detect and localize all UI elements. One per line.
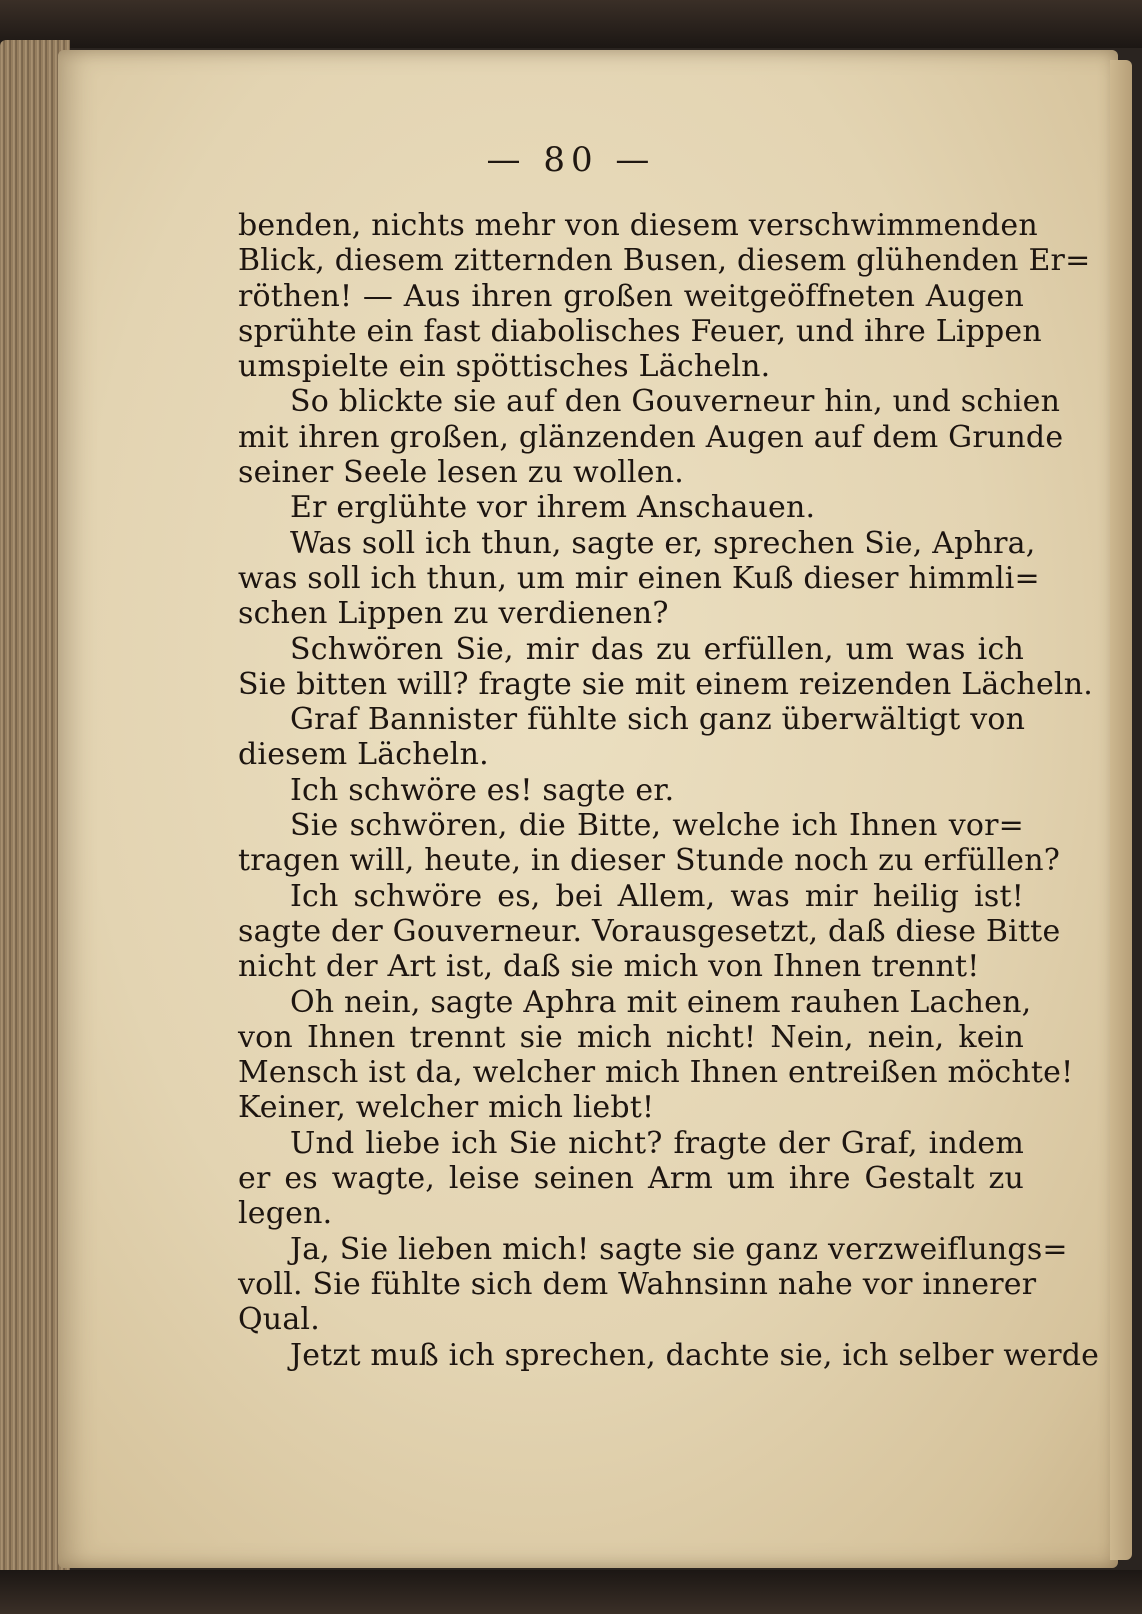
text-line: So blickte sie auf den Gouverneur hin, und schien	[290, 384, 1061, 420]
text-line: legen.	[238, 1196, 333, 1232]
page-number: — 80 —	[486, 140, 656, 180]
text-line: Keiner, welcher mich liebt!	[238, 1090, 655, 1126]
text-line: Er erglühte vor ihrem Anschauen.	[290, 490, 816, 526]
text-line: er es wagte, leise seinen Arm um ihre Gestalt zu	[238, 1161, 1024, 1197]
text-line: von Ihnen trennt sie mich nicht! Nein, nein, kein	[238, 1019, 1024, 1055]
text-line: Schwören Sie, mir das zu erfüllen, um was ich	[290, 631, 1024, 667]
text-line: Graf Bannister fühlte sich ganz überwältigt von	[290, 702, 1026, 738]
text-line: Sie schwören, die Bitte, welche ich Ihnen vor=	[290, 808, 1024, 844]
text-line: röthen! — Aus ihren großen weitgeöffneten Augen	[238, 278, 1024, 314]
text-line: schen Lippen zu verdienen?	[238, 596, 669, 632]
text-line: Jetzt muß ich sprechen, dachte sie, ich selber werde	[290, 1337, 1100, 1373]
text-line: Ich schwöre es, bei Allem, was mir heilig ist!	[290, 878, 1024, 914]
page-body-text	[238, 208, 1100, 1373]
book-cover-bottom	[0, 1570, 1142, 1614]
page-right-edge	[1110, 60, 1132, 1560]
text-line: Oh nein, sagte Aphra mit einem rauhen Lachen,	[290, 984, 1032, 1020]
text-line: Ich schwöre es! sagte er.	[290, 772, 675, 808]
text-line: tragen will, heute, in dieser Stunde noch zu erfüllen?	[238, 843, 1061, 879]
text-line: Blick, diesem zitternden Busen, diesem glühenden Er=	[238, 243, 1091, 279]
text-line: mit ihren großen, glänzenden Augen auf dem Grunde	[238, 419, 1064, 455]
text-line: Und liebe ich Sie nicht? fragte der Graf, indem	[290, 1125, 1024, 1161]
text-line: diesem Lächeln.	[238, 737, 489, 773]
text-line: Sie bitten will? fragte sie mit einem reizenden Lächeln.	[238, 666, 1093, 702]
text-line: nicht der Art ist, daß sie mich von Ihnen trennt!	[238, 949, 980, 985]
text-line: sprühte ein fast diabolisches Feuer, und ihre Lippen	[238, 313, 1042, 349]
text-line: voll. Sie fühlte sich dem Wahnsinn nahe vor innerer	[238, 1266, 1037, 1302]
text-line: Qual.	[238, 1302, 320, 1338]
text-line: benden, nichts mehr von diesem verschwimmenden	[238, 208, 1038, 243]
text-line: seiner Seele lesen zu wollen.	[238, 455, 685, 491]
text-line: Was soll ich thun, sagte er, sprechen Sie, Aphra,	[290, 525, 1036, 561]
text-line: Ja, Sie lieben mich! sagte sie ganz verzweiflungs=	[290, 1231, 1068, 1267]
text-line: umspielte ein spöttisches Lächeln.	[238, 349, 771, 385]
text-line: was soll ich thun, um mir einen Kuß dieser himmli=	[238, 560, 1040, 596]
book-cover-top	[0, 0, 1142, 48]
text-line: Mensch ist da, welcher mich Ihnen entreißen möchte!	[238, 1055, 1074, 1091]
text-line: sagte der Gouverneur. Vorausgesetzt, daß diese Bitte	[238, 913, 1061, 949]
